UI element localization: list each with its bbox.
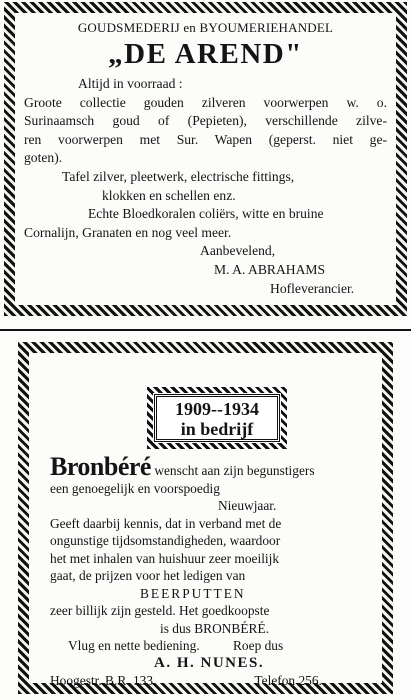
text-line: goten). <box>24 150 63 166</box>
text-line: het met inhalen van huishuur zeer moeilijk <box>50 550 280 566</box>
text-line: Tafel zilver, pleetwerk, electrische fittings, <box>62 168 295 184</box>
telephone: Telefon 256. <box>254 673 322 688</box>
text-line: Geeft daarbij kennis, dat in verband met de <box>50 515 282 531</box>
text-line: wenscht aan zijn begunstigers <box>154 463 315 478</box>
text-line: ren voorwerpen met Sur. Wapen (geperst. niet ge- <box>24 131 387 147</box>
text-line: Vlug en nette bediening. <box>68 638 200 653</box>
text-line: gaat, de prijzen voor het ledigen van <box>50 568 246 583</box>
ad-body <box>50 452 359 690</box>
advertisement-bronbere <box>18 342 393 694</box>
years-label: 1909--1934 <box>175 399 259 419</box>
column-divider <box>0 329 411 331</box>
text-line: een genoegelijk en voorspoedig <box>50 480 220 496</box>
text-line: Altijd in voorraad : <box>78 76 183 91</box>
text-line: Cornalijn, Granaten en nog veel meer. <box>24 224 232 240</box>
text-line: Surinaamsch goud of (Pepieten), verschillende zilve- <box>24 113 387 129</box>
ad-body <box>24 75 387 298</box>
text-line: Nieuwjaar. <box>218 498 277 513</box>
text-line: Echte Bloedkoralen coliërs, witte en bruine <box>88 206 324 222</box>
anniversary-box <box>154 394 280 442</box>
ad-content <box>30 354 381 688</box>
proprietor-name: A. H. NUNES. <box>154 654 265 671</box>
shop-name: „DE AREND" <box>108 38 303 70</box>
address: Hoogestr. B.R. 133 <box>50 673 154 688</box>
text-line: klokken en schellen enz. <box>102 187 236 203</box>
text-line: ongunstige tijdsomstandigheden, waardoor <box>50 533 281 548</box>
business-type-heading: GOUDSMEDERIJ en BYOUMERIEHANDEL <box>77 20 334 35</box>
text-line: zeer billijk zijn gesteld. Het goedkoopste <box>50 603 270 618</box>
text-line: is dus BRONBÉRÉ. <box>160 620 270 636</box>
ad-content <box>16 14 395 304</box>
text-line: BEERPUTTEN <box>140 585 246 601</box>
text-line: Hofleverancier. <box>270 280 355 296</box>
brand-name: Bronbéré <box>50 452 151 481</box>
text-line: Roep dus <box>233 638 284 653</box>
text-line: Aanbevelend, <box>200 243 276 259</box>
in-business-label: in bedrijf <box>180 419 254 439</box>
text-line: Groote collectie gouden zilveren voorwerpen w. o. <box>24 94 387 110</box>
advertisement-de-arend <box>4 2 407 316</box>
signature-name: M. A. ABRAHAMS <box>214 261 326 277</box>
